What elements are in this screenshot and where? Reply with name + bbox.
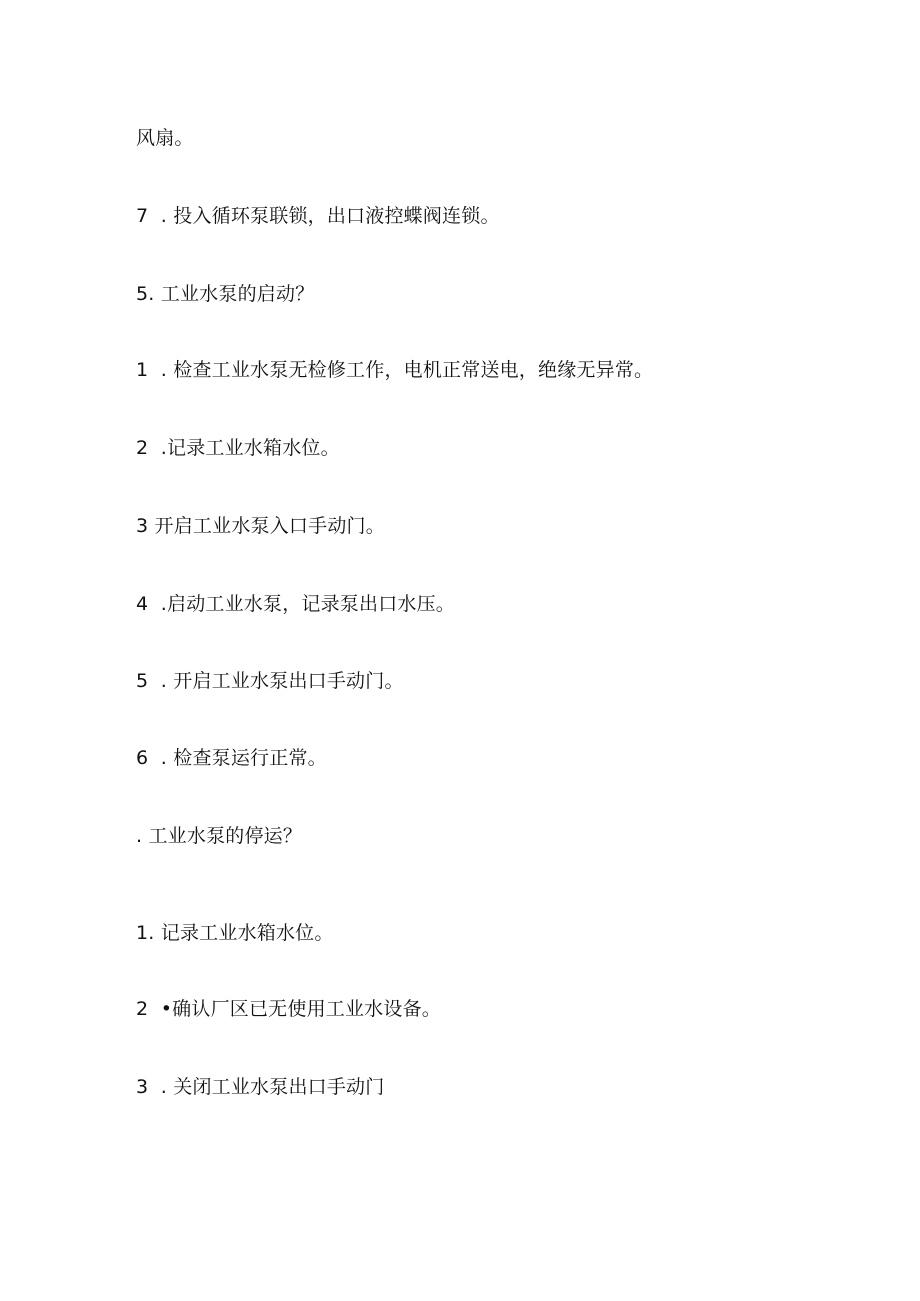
text-line-start-step-1: 1 . 检查工业水泵无检修工作，电机正常送电，绝缘无异常。 [136,359,654,381]
section-heading-pump-stop: . 工业水泵的停运？ [136,825,303,847]
section-heading-pump-start: 5. 工业水泵的启动？ [136,283,315,305]
text-line-start-step-3: 3 开启工业水泵入口手动门。 [136,515,385,537]
text-line-step-7-interlock: 7 . 投入循环泵联锁，出口液控蝶阀连锁。 [136,205,500,227]
text-line-start-step-4: 4 .启动工业水泵，记录泵出口水压。 [136,593,456,615]
text-line-stop-step-3: 3 . 关闭工业水泵出口手动门 [136,1076,385,1098]
text-line-start-step-6: 6 . 检查泵运行正常。 [136,747,327,769]
text-line-stop-step-1: 1. 记录工业水箱水位。 [136,922,334,944]
text-line-fan-continuation: 风扇。 [136,127,194,149]
text-line-stop-step-2: 2 •确认厂区已无使用工业水设备。 [136,998,441,1020]
text-line-start-step-2: 2 .记录工业水箱水位。 [136,437,340,459]
text-line-start-step-5: 5 . 开启工业水泵出口手动门。 [136,670,404,692]
